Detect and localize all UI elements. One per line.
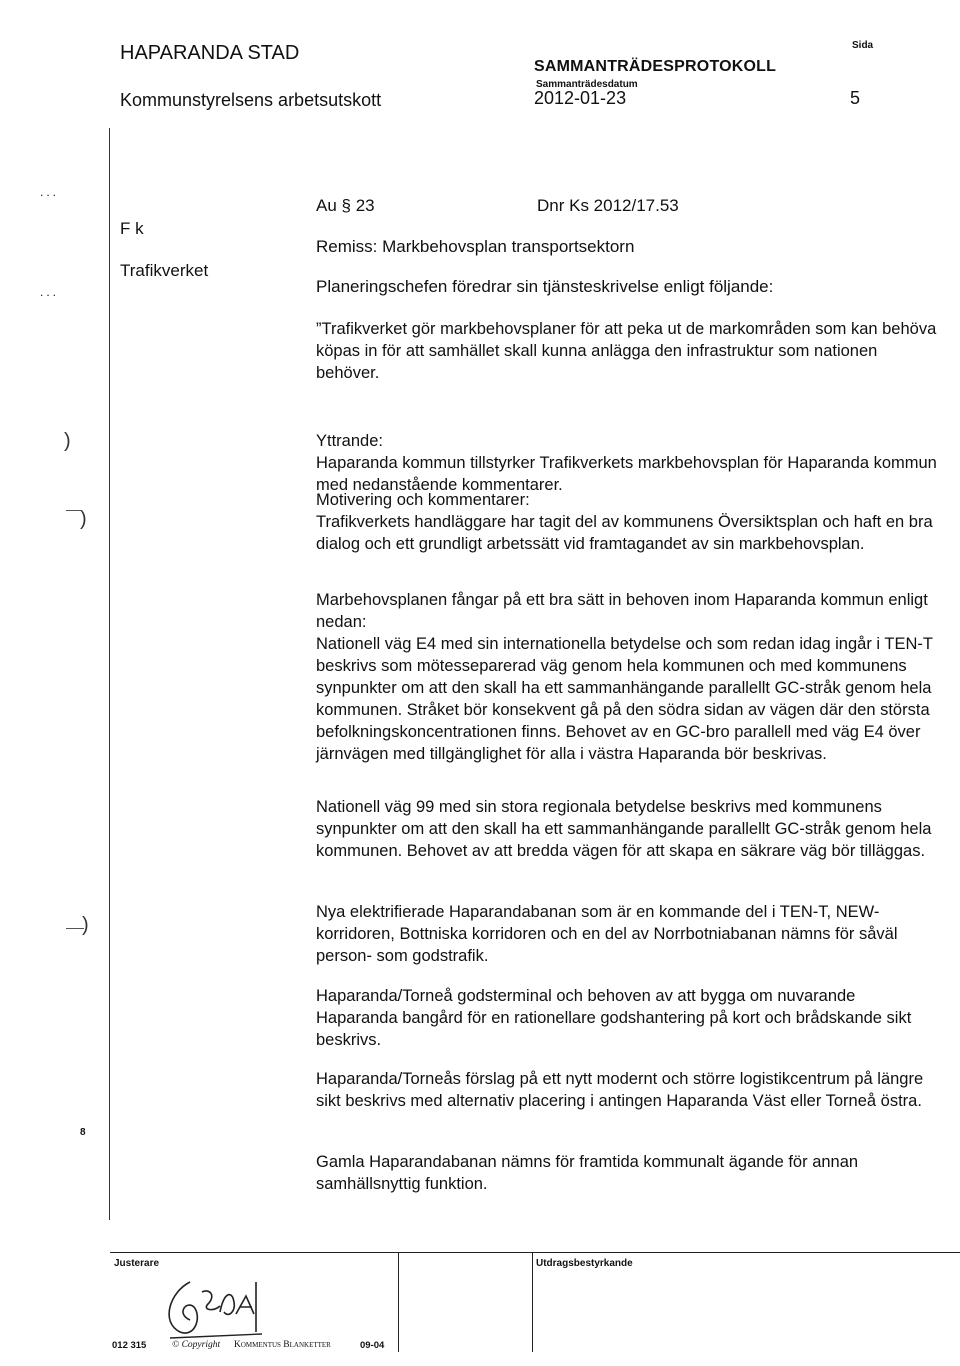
margin-bracket: ) [64, 430, 71, 452]
body-paragraph: ”Trafikverket gör markbehovsplaner för att peka ut de markområden som kan behöva köpas in för att samhället skall kunna anlägga den infrastruktur som nationen behöver. [316, 320, 937, 382]
margin-bracket: ) [80, 508, 87, 530]
body-paragraph: Nationell väg 99 med sin stora regionala betydelse beskrivs med kommunens synpunkter om att den skall ha ett sammanhängande parallellt GC-stråk genom hela kommunen. Behovet av att bredda vägen för att skapa en säkrare väg bör tilläggas. [316, 798, 932, 860]
body-paragraph: Haparanda/Torneås förslag på ett nytt modernt och större logistikcentrum på längre sikt beskrivs med alternativ placering i antingen Haparanda Väst eller Torneå östra. [316, 1070, 924, 1110]
body-paragraph: Haparanda/Torneå godsterminal och behoven av att bygga om nuvarande Haparanda bangård för en rationellare godshantering på kort och brådskande sikt beskrivs. [316, 987, 912, 1049]
meeting-date: 2012-01-23 [534, 88, 627, 108]
committee-name: Kommunstyrelsens arbetsutskott [120, 90, 382, 110]
margin-dots: ... [40, 285, 60, 299]
justerare-label: Justerare [114, 1258, 160, 1269]
publisher: Kommentus Blanketter [234, 1340, 331, 1350]
paragraph-number: Au § 23 [316, 196, 375, 215]
body-paragraph: Yttrande: Haparanda kommun tillstyrker Trafikverkets markbehovsplan för Haparanda kommun med nedanstående kommentarer. [316, 432, 937, 494]
body-paragraph: Nya elektrifierade Haparandabanan som är en kommande del i TEN-T, NEW-korridoren, Bottniska korridoren och en del av Norrbotniabanan nämns för såväl person- som godstrafik. [316, 903, 898, 965]
meeting-date-label: Sammanträdesdatum [536, 79, 638, 90]
column-divider [109, 128, 110, 1220]
diary-number: Dnr Ks 2012/17.53 [537, 196, 679, 215]
form-code: 012 315 [112, 1340, 147, 1351]
margin-bracket: ) [82, 914, 89, 936]
footer-rule [110, 1252, 960, 1253]
copyright-label: © Copyright [172, 1340, 221, 1350]
footer-divider [532, 1252, 533, 1352]
signature [150, 1262, 270, 1352]
intro-text: Planeringschefen föredrar sin tjänsteskrivelse enligt följande: [316, 277, 774, 296]
utdrag-label: Utdragsbestyrkande [536, 1258, 633, 1269]
item-title: Remiss: Markbehovsplan transportsektorn [316, 237, 635, 256]
sidebar-recipient: Trafikverket [120, 261, 209, 280]
page-number: 5 [850, 88, 861, 108]
body-paragraph: Gamla Haparandabanan nämns för framtida kommunalt ägande för annan samhällsnyttig funktion. [316, 1153, 859, 1193]
body-paragraph: Motivering och kommentarer: Trafikverkets handläggare har tagit del av kommunens Översiktsplan och haft en bra dialog och ett grundligt arbetssätt vid framtagandet av sin markbehovsplan. [316, 491, 933, 553]
organization-name: HAPARANDA STAD [120, 42, 300, 64]
copyright-text: Copyright [181, 1340, 221, 1350]
footer-divider [398, 1252, 399, 1352]
page-label: Sida [852, 40, 874, 51]
margin-dots: ... [40, 185, 60, 199]
margin-number: 8 [80, 1127, 86, 1138]
sidebar-fk: F k [120, 219, 144, 238]
document-type: SAMMANTRÄDESPROTOKOLL [534, 58, 777, 75]
body-paragraph: Marbehovsplanen fångar på ett bra sätt in behoven inom Haparanda kommun enligt nedan: Nationell väg E4 med sin internationella betydelse och som redan idag ingår i TEN-T beskrivs som mötesseparerad väg genom hela kommunen och med kommunens synpunkter om att den skall ha ett sammanhängande parallellt GC-stråk genom hela kommunen. Stråket bör konsekvent gå på den södra sidan av vägen där den största befolkningskoncentrationen finns. Behovet av en GC-bro parallell med väg E4 över järnvägen med tillgänglighet för alla i västra Haparanda bör beskrivas. [316, 591, 933, 763]
form-version: 09-04 [360, 1340, 385, 1351]
